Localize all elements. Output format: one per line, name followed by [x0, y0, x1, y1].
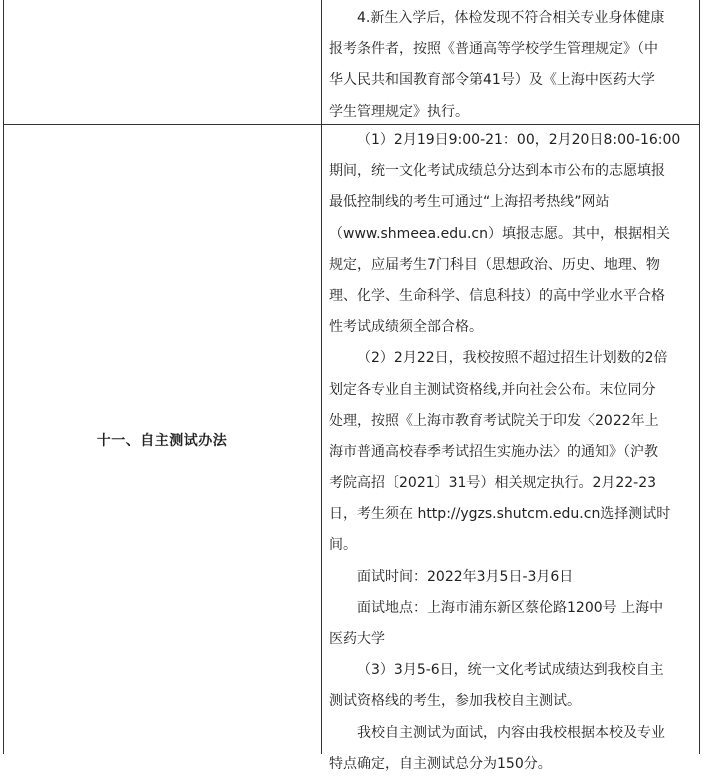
text-line: 性考试成绩须全部合格。 — [329, 319, 483, 336]
text-line: 最低控制线的考生可通过“上海招考热线”网站 — [329, 194, 610, 211]
text-line: 日，考生须在 http://ygzs.shutcm.edu.cn选择测试时 — [329, 506, 671, 523]
column-divider — [321, 0, 322, 754]
text-line: 考院高招〔2021〕31号）相关规定执行。2月22-23 — [329, 475, 657, 492]
row-main-content — [329, 125, 695, 780]
text-line: （2）2月22日，我校按照不超过招生计划数的2倍 — [357, 350, 668, 367]
text-line: 学生管理规定》执行。 — [329, 103, 469, 120]
text-line: 间。 — [329, 537, 357, 554]
table-border-right — [699, 0, 700, 754]
text-line: 处理，按照《上海市教育考试院关于印发〈2022年上 — [329, 412, 659, 429]
text-line: 测试资格线的考生，参加我校自主测试。 — [329, 693, 581, 710]
text-line: 4.新生入学后，体检发现不符合相关专业身体健康 — [357, 10, 665, 26]
row-heading-cell — [4, 125, 320, 754]
text-line: 华人民共和国教育部令第41号）及《上海中医药大学 — [329, 72, 655, 89]
text-line: （www.shmeea.edu.cn）填报志愿。其中，根据相关 — [329, 225, 670, 242]
text-line: （3）3月5-6日，统一文化考试成绩达到我校自主 — [357, 662, 664, 679]
text-line: 医药大学 — [329, 631, 385, 647]
text-line: 特点确定，自主测试总分为150分。 — [329, 755, 552, 772]
text-line: 期间，统一文化考试成绩总分达到本市公布的志愿填报 — [329, 163, 665, 180]
text-line: 海市普通高校春季考试招生实施办法〉的通知》（沪教 — [329, 443, 658, 460]
text-line: 理、化学、生命科学、信息科技）的高中学业水平合格 — [329, 287, 665, 304]
text-line: 报考条件者，按照《普通高等学校学生管理规定》（中 — [329, 41, 658, 58]
text-line: （1）2月19日9:00-21：00，2月20日8:00-16:00 — [357, 132, 681, 148]
section-heading: 十一、自主测试办法 — [96, 432, 228, 449]
row-top-content — [329, 3, 695, 128]
text-line: 规定，应届考生7门科目（思想政治、历史、地理、物 — [329, 256, 660, 273]
text-line: 面试时间：2022年3月5日-3月6日 — [357, 568, 574, 585]
text-line: 我校自主测试为面试，内容由我校根据本校及专业 — [357, 724, 665, 741]
text-line: 划定各专业自主测试资格线,并向社会公布。末位同分 — [329, 381, 656, 398]
text-line: 面试地点：上海市浦东新区蔡伦路1200号 上海中 — [357, 599, 664, 616]
